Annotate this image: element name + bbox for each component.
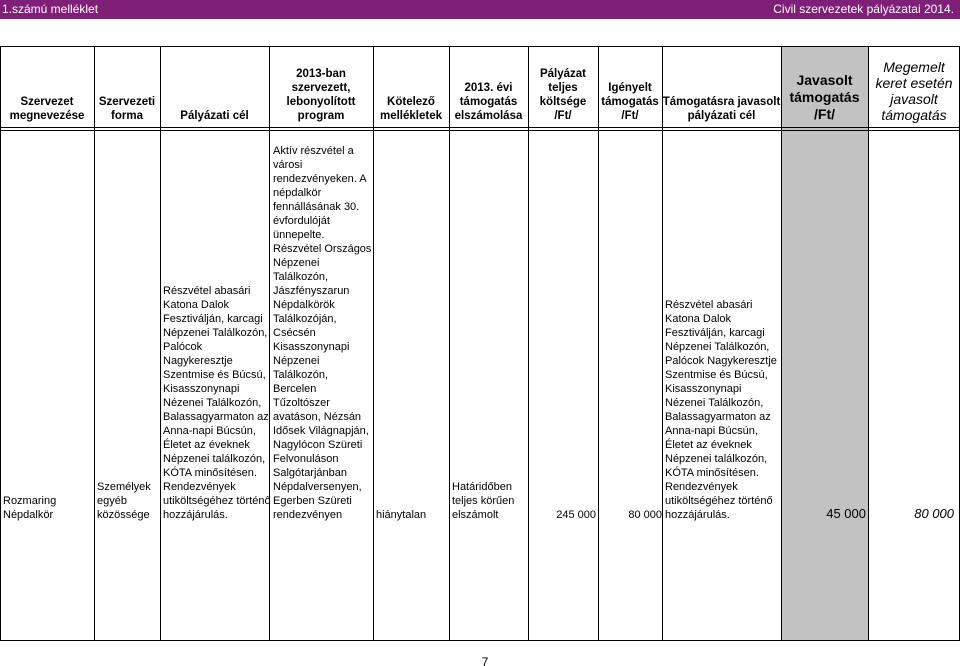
cell-javasolt-tamogatas: 45 000 — [826, 506, 866, 521]
col-border — [449, 46, 450, 641]
col-border — [0, 46, 1, 641]
cell-igenyelt: 80 000 — [628, 509, 662, 521]
javasolt-column-highlight — [781, 46, 868, 640]
header-javasolt-cel: Támogatásra javasolt pályázati cél — [662, 96, 781, 122]
header-igenyelt: Igényelt támogatás /Ft/ — [601, 82, 659, 122]
page-number: 7 — [481, 655, 489, 666]
header-javasolt-tamogatas: Javasolt támogatás /Ft/ — [789, 72, 860, 122]
col-border — [868, 46, 869, 641]
header-szervezet-neve: Szervezet megnevezése — [9, 96, 85, 122]
header-mellekletek: Kötelező mellékletek — [379, 96, 442, 122]
cell-palyazati-cel: Részvétel abasári Katona Dalok Fesztiválján, karcagi Népzenei Találkozón, Palócok Nagykeresztje Szentmise és Búcsú, Kisasszonynapi Nézenei Találkozón, Balassagyarmaton az Anna-napi Búcsún, Életet az éveknek Népzenei találkozón, KÓTA minősítésen. Rendezvények utiköltségéhez történő hozzájárulás. — [163, 285, 271, 521]
cell-javasolt-cel: Részvétel abasári Katona Dalok Fesztiválján, karcagi Népzenei Találkozón, Palócok Nagykeresztje Szentmise és Búcsú, Kisasszonynapi Nézenei Találkozón, Balassagyarmaton az Anna-napi Búcsún, Életet az éveknek Népzenei találkozón, KÓTA minősítésen. Rendezvények utiköltségéhez történő hozzájárulás. — [665, 299, 777, 521]
col-border — [160, 46, 161, 641]
table-top-border — [0, 46, 960, 47]
annex-label: 1.számú melléklet — [2, 2, 99, 16]
col-border — [598, 46, 599, 641]
header-szervezeti-forma: Szervezeti forma — [98, 96, 156, 122]
cell-szervezeti-forma: Személyek egyéb közössége — [97, 481, 151, 521]
header-separator — [0, 127, 960, 128]
header-bar — [0, 0, 960, 19]
col-border — [781, 46, 782, 641]
header-elszamolas: 2013. évi támogatás elszámolása — [454, 82, 523, 122]
document-title: Civil szervezetek pályázatai 2014. — [773, 2, 954, 16]
cell-megemelt: 80 000 — [914, 506, 954, 521]
header-teljes-koltseg: Pályázat teljes költsége /Ft/ — [539, 68, 587, 122]
header-program-2013: 2013-ban szervezett, lebonyolított program — [286, 68, 356, 122]
col-border — [373, 46, 374, 641]
cell-szervezet-neve: Rozmaring Népdalkör — [3, 495, 57, 521]
table-bottom-border — [0, 640, 960, 641]
col-border — [94, 46, 95, 641]
header-separator-double — [0, 130, 960, 131]
col-border — [528, 46, 529, 641]
header-palyazati-cel: Pályázati cél — [180, 110, 249, 122]
header-megemelt: Megemelt keret esetén javasolt támogatás — [875, 59, 953, 123]
cell-teljes-koltseg: 245 000 — [556, 509, 596, 521]
col-border — [662, 46, 663, 641]
cell-elszamolas: Határidőben teljes körűen elszámolt — [452, 481, 515, 521]
cell-program-2013: Aktív részvétel a városi rendezvényeken. A népdalkör fennállásának 30. évfordulóját ünnepelte. Részvétel Országos Népzenei Találkozón, Jászfényszarun Népdalkörök Találkozóján, Csécsén Kisasszonynapi Népzenei Találkozón, Bercelen Tűzoltószer avatáson, Nézsán Idősek Világnapján, Nagylócon Szüreti Felvonuláson Salgótarjánban Népdalversenyen, Egerben Szüreti rendezvényen — [273, 145, 372, 521]
cell-mellekletek: hiánytalan — [376, 509, 427, 521]
